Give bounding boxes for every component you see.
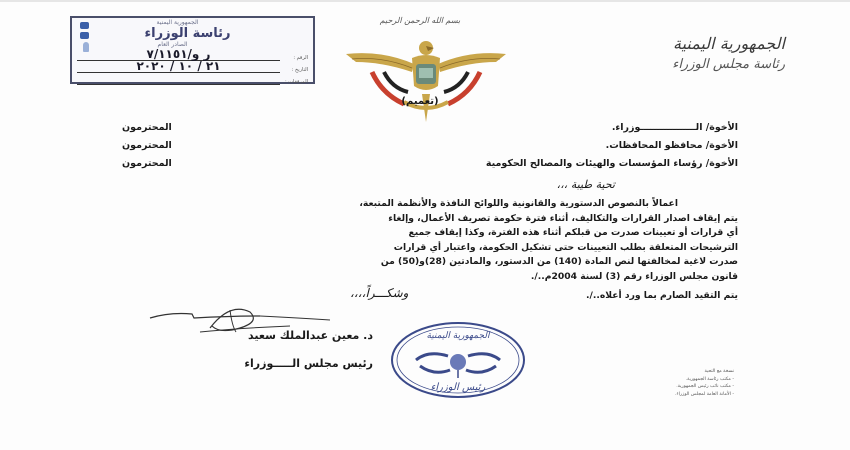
stamp-row-attachments [77,73,308,85]
document-title: (تعميم) [401,96,439,107]
body-line: الترشيحات المتعلقة بطلب التعيينات حتى تشكيل الحكومة، واعتبار أي قرارات [393,241,738,253]
official-seal-icon [388,320,528,400]
stamp-value: ٢١ / ١٠ / ٢٠٢٠ [77,61,280,73]
signatory-title: رئيس مجلس الـــــوزراء [244,357,373,370]
honorific: المحترمون [122,122,172,133]
body-line: اعمالاً بالنصوص الدستورية والقانونية واللوائح النافذة والأنظمة المتبعة، [359,198,678,209]
stamp-title: رئاسة الوزراء [144,26,231,41]
cc-list [650,368,734,398]
cc-item: - الأمانة العامة لمجلس الوزراء. [675,391,734,397]
stamp-row-date [77,61,308,73]
eagle-emblem-icon [342,32,510,124]
letterhead-country: الجمهورية اليمنية [672,34,785,53]
stamp-label: التاريخ : [291,67,308,73]
body-line: يتم إيقاف اصدار القرارات والتكاليف، أثناء فترة حكومة تصريف الأعمال، وإلغاء [388,212,738,224]
signatory-name: د. معين عبدالملك سعيد [248,329,373,342]
cc-heading: نسخة مع التحية [704,369,734,374]
stamp-label: الرقم : [293,55,308,61]
letterhead [595,33,785,75]
honorific: المحترمون [122,140,172,151]
body-line: صدرت لاغية لمخالفتها لنص المادة (140) من الدستور، والمادتين (28)و(50) من [380,256,738,268]
page-edge [0,0,850,2]
flag-icon [80,32,89,39]
basmala: بسم الله الرحمن الرحيم [379,16,461,25]
stamp-subtitle: الصادر العام [157,41,188,48]
greeting: تحية طيبة ،،، [556,178,615,191]
seal-top-text: الجمهورية اليمنية [426,331,490,341]
torch-icon [83,42,89,52]
letterhead-office: رئاسة مجلس الوزراء [672,57,785,72]
addressee-line: الأخوة/ محافظو المحافظات. [605,140,738,151]
instruction-line: يتم التقيد الصارم بما ورد أعلاه../. [586,289,738,301]
cc-item: - مكتب رئاسة الجمهورية. [685,376,734,382]
body-line: أي قرارات أو تعيينات صدرت من قبلكم أثناء هذه الفترة، وكذا إيقاف جميع [408,227,738,239]
honorific: المحترمون [122,158,172,169]
body-text [112,197,738,303]
addressee-line: الأخوة/ الـــــــــــــــــوزراء. [611,122,738,133]
registry-stamp [70,16,315,84]
stamp-label: المرفقات : [285,79,308,85]
addressee-line: الأخوة/ رؤساء المؤسسات والهيئات والمصالح الحكومية [485,158,738,169]
stamp-icons [77,22,89,55]
cc-item: - مكتب نائب رئيس الجمهورية. [676,384,734,389]
stamp-value [77,84,280,85]
body-line: قانون مجلس الوزراء رقم (3) لسنة 2004م../. [530,270,738,282]
seal-bottom-text: رئيس الوزراء [430,382,486,393]
stamp-value: ر و/٧/١١٥١ [77,49,280,61]
stamp-country: الجمهورية اليمنية [156,19,199,26]
thanks: وشكـــراً،،،، [350,286,409,300]
flag-icon [80,22,89,29]
